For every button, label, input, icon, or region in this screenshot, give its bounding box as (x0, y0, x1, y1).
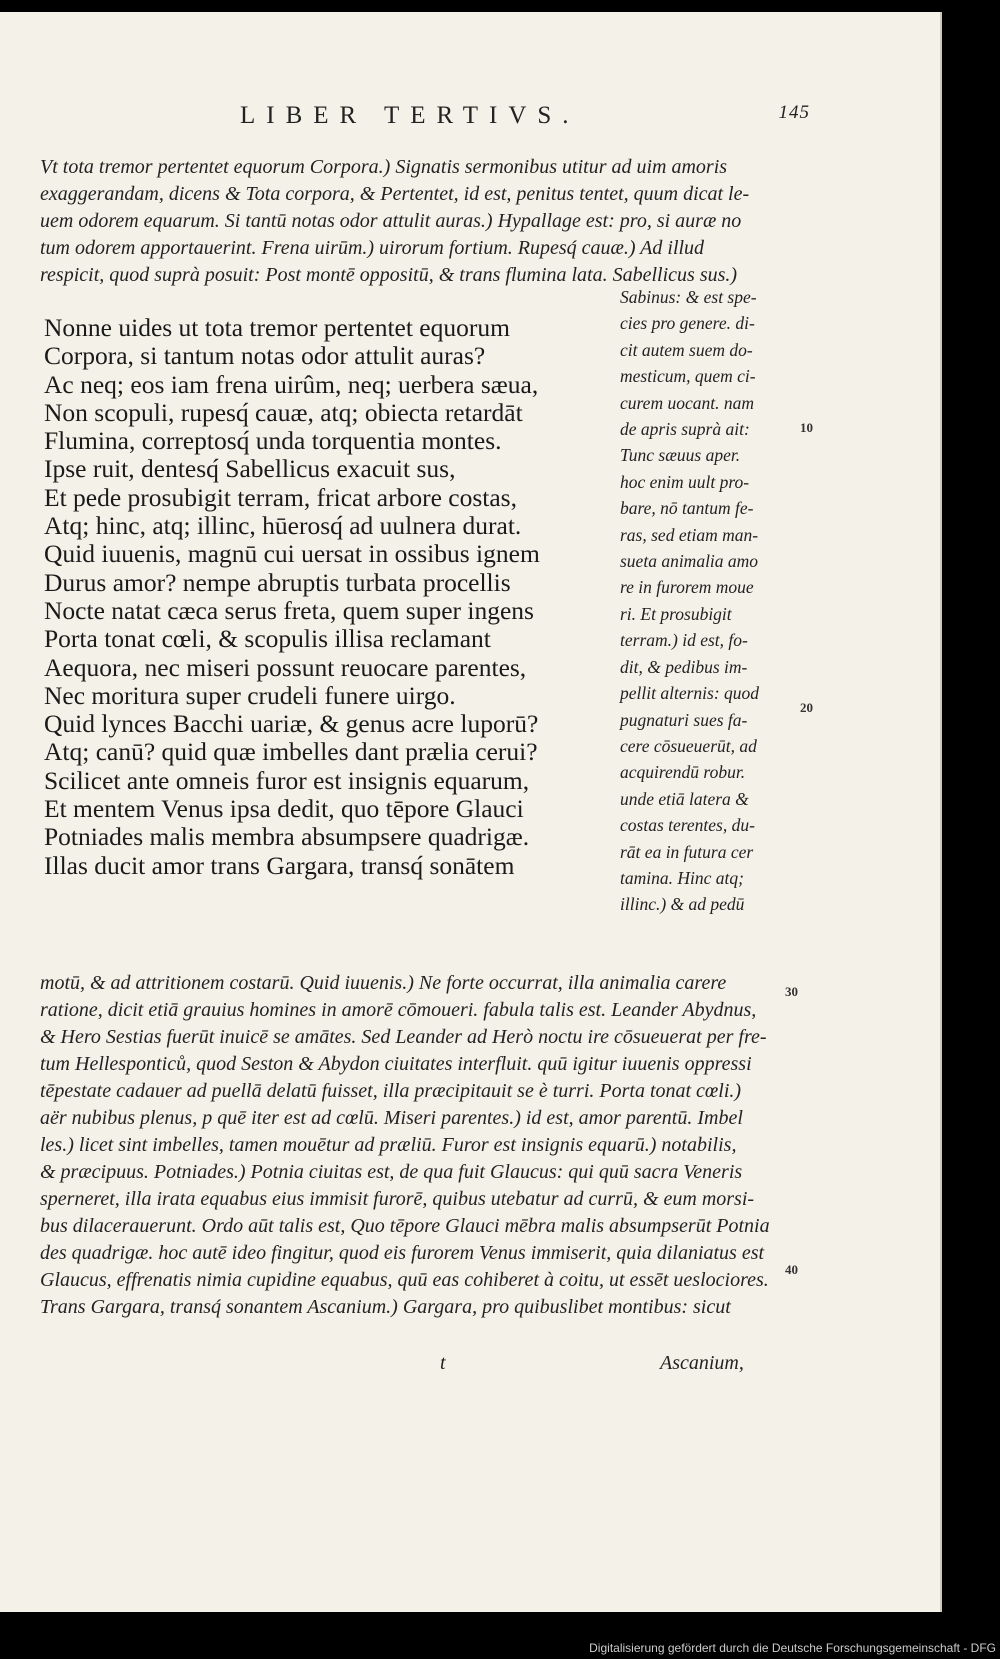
margin-number-40: 40 (785, 1262, 798, 1277)
commentary-line: les.) licet sint imbelles, tamen mouētur ad præliū. Furor est insignis equarū.) notabilis, (40, 1134, 737, 1156)
verse-line: Quid iuuenis, magnū cui uersat in ossibus ignem (44, 539, 540, 569)
commentary-line: Trans Gargara, transq́ sonantem Ascanium.) Gargara, pro quibuslibet montibus: sicut (40, 1296, 731, 1318)
commentary-line: respicit, quod suprà posuit: Post montē oppositū, & trans flumina lata. Sabellicus sus.) (40, 264, 738, 286)
book-page (0, 12, 942, 1612)
verse-line: Nonne uides ut tota tremor pertentet equorum (44, 313, 510, 342)
commentary-line: sperneret, illa irata equabus eius immisit furorē, quibus utebatur ad currū, & eum morsi- (40, 1188, 755, 1210)
side-line: ri. Et prosubigit (620, 603, 732, 624)
commentary-line: bus dilacerauerunt. Ordo aūt talis est, Quo tēpore Glauci mēbra malis absumpserūt Potnia (40, 1215, 770, 1237)
side-line: ras, sed etiam man- (620, 524, 759, 545)
commentary-line: Vt tota tremor pertentet equorum Corpora.) Signatis sermonibus utitur ad uim amoris (40, 156, 728, 178)
side-line: pugnaturi sues fa- (620, 709, 748, 730)
verse-line: Atq; canū? quid quæ imbelles dant prælia cerui? (44, 737, 538, 767)
commentary-line: tum odorem apportauerint. Frena uirūm.) uirorum fortium. Rupesq́ cauæ.) Ad illud (40, 237, 705, 259)
commentary-line: Glaucus, effrenatis nimia cupidine equabus, quū eas cohiberet à coitu, ut essēt ueslociores. (40, 1269, 769, 1291)
commentary-line: uem odorem equarum. Si tantū notas odor attulit auras.) Hypallage est: pro, si auræ no (40, 210, 742, 232)
side-line: cies pro genere. di- (620, 313, 755, 334)
side-line: de apris suprà ait: (620, 419, 750, 440)
side-line: re in furorem moue (620, 577, 754, 598)
commentary-line: des quadrigæ. hoc autē ideo fingitur, quod eis furorem Venus immiserit, quia dilaniatus est (40, 1242, 765, 1264)
catchword: Ascanium, (660, 1352, 744, 1374)
margin-number-20: 20 (800, 700, 813, 715)
running-header (240, 102, 900, 130)
side-line: illinc.) & ad pedū (620, 894, 745, 915)
verse-line: Scilicet ante omneis furor est insignis equarum, (44, 765, 530, 795)
verse-line: Nec moritura super crudeli funere uirgo. (44, 680, 456, 710)
side-line: rāt ea in futura cer (620, 841, 754, 862)
verse-line: Ac neq; eos iam frena uirûm, neq; uerbera sæua, (44, 369, 539, 399)
verse-block (44, 314, 604, 880)
side-line: cere cōsueuerūt, ad (620, 735, 757, 756)
margin-number-30: 30 (785, 984, 798, 999)
commentary-line: motū, & ad attritionem costarū. Quid iuuenis.) Ne forte occurrat, illa animalia carere (40, 972, 727, 994)
commentary-top (40, 154, 800, 289)
verse-line: Quid lynces Bacchi uariæ, & genus acre luporū? (44, 709, 539, 739)
verse-line: Et pede prosubigit terram, fricat arbore costas, (44, 482, 517, 512)
verse-line: Aequora, nec miseri possunt reuocare parentes, (44, 652, 527, 682)
commentary-line: tēpestate cadauer ad puellā delatū fuisset, illa præcipitauit se è turri. Porta tonat cœli.) (40, 1080, 742, 1102)
commentary-line: tum Hellesponticů, quod Seston & Abydon ciuitates interfluit. quū igitur iuuenis oppressi (40, 1053, 752, 1075)
side-line: dit, & pedibus im- (620, 656, 748, 677)
side-line: mesticum, quem ci- (620, 366, 756, 387)
verse-line: Flumina, correptosq́ unda torquentia montes. (44, 426, 502, 456)
side-line: pellit alternis: quod (620, 683, 760, 704)
verse-line: Ipse ruit, dentesq́ Sabellicus exacuit sus, (44, 454, 456, 484)
commentary-line: aër nubibus plenus, p quē iter est ad cœlū. Miseri parentes.) id est, amor parentū. Imbel (40, 1107, 743, 1129)
running-title: LIBER TERTIVS. (240, 102, 580, 129)
side-line: sueta animalia amo (620, 551, 759, 572)
side-line: costas terentes, du- (620, 815, 755, 836)
side-line: acquirendū robur. (620, 762, 746, 783)
verse-line: Potniades malis membra absumpsere quadrigæ. (44, 822, 530, 852)
dfg-credit: Digitalisierung gefördert durch die Deutsche Forschungsgemeinschaft - DFG (589, 1641, 996, 1655)
verse-line: Durus amor? nempe abruptis turbata procellis (44, 567, 511, 597)
side-commentary (620, 284, 830, 918)
verse-line: Corpora, si tantum notas odor attulit auras? (44, 341, 486, 371)
side-line: hoc enim uult pro- (620, 471, 750, 492)
side-line: unde etiā latera & (620, 788, 749, 809)
commentary-line: & præcipuus. Potniades.) Potnia ciuitas est, de qua fuit Glaucus: qui quū sacra Veneris (40, 1161, 743, 1183)
verse-line: Atq; hinc, atq; illinc, hūerosq́ ad uulnera durat. (44, 511, 522, 541)
verse-line: Porta tonat cœli, & scopulis illisa reclamant (44, 624, 491, 654)
commentary-line: exaggerandam, dicens & Tota corpora, & Pertentet, id est, penitus tentet, quum dicat le- (40, 183, 750, 205)
verse-line: Non scopuli, rupesq́ cauæ, atq; obiecta retardāt (44, 397, 523, 427)
side-line: cit autem suem do- (620, 339, 753, 360)
folio-number: 145 (778, 102, 810, 123)
side-line: curem uocant. nam (620, 392, 754, 413)
signature-mark: t (440, 1352, 446, 1374)
side-line: bare, nō tantum fe- (620, 498, 754, 519)
side-line: Sabinus: & est spe- (620, 287, 757, 307)
verse-line: Et mentem Venus ipsa dedit, quo tēpore Glauci (44, 794, 524, 824)
side-line: terram.) id est, fo- (620, 630, 748, 651)
commentary-bottom (40, 970, 800, 1321)
commentary-line: ratione, dicit etiā grauius homines in amorē cōmoueri. fabula talis est. Leander Abydnus, (40, 999, 757, 1021)
side-line: tamina. Hinc atq; (620, 867, 744, 888)
side-line: Tunc sæuus aper. (620, 445, 741, 466)
margin-number-10: 10 (800, 420, 813, 435)
verse-line: Nocte natat cæca serus freta, quem super ingens (44, 595, 534, 625)
verse-line: Illas ducit amor trans Gargara, transq́ sonātem (44, 850, 515, 880)
commentary-line: & Hero Sestias fuerūt inuicē se amātes. Sed Leander ad Herò noctu ire cōsueuerat per fre- (40, 1026, 767, 1048)
